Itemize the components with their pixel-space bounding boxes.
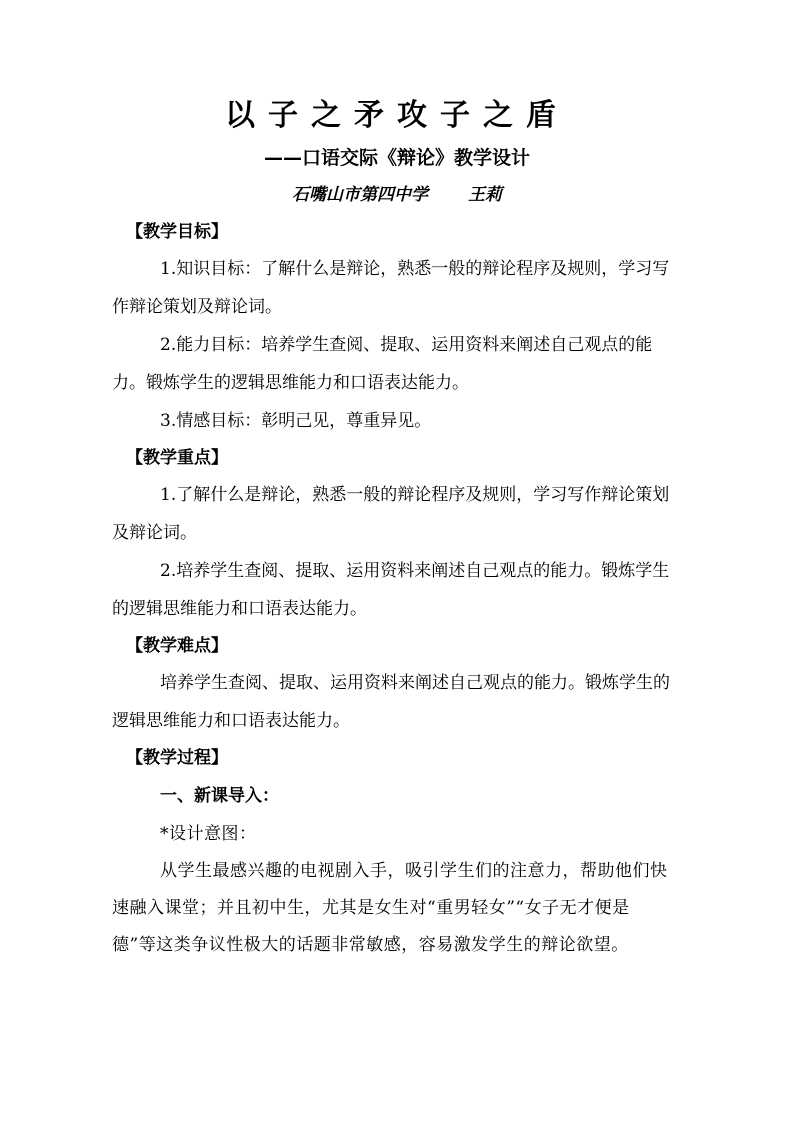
- difficulty-point: 培养学生查阅、提取、运用资料来阐述自己观点的能力。锻炼学生的逻辑思维能力和口语表达能力。: [112, 673, 670, 731]
- author-line: [0, 182, 794, 208]
- section-heading-process: 【教学过程】: [126, 748, 228, 768]
- document-body: [112, 214, 672, 964]
- key-point-2: 2.培养学生查阅、提取、运用资料来阐述自己观点的能力。锻炼学生的逻辑思维能力和口语表达能力。: [112, 561, 670, 619]
- goal-ability: 2.能力目标：培养学生查阅、提取、运用资料来阐述自己观点的能力。锻炼学生的逻辑思维能力和口语表达能力。: [112, 335, 653, 393]
- author-name: 王莉: [468, 185, 502, 205]
- key-point-1: 1.了解什么是辩论，熟悉一般的辩论程序及规则，学习写作辩论策划及辩论词。: [112, 485, 670, 543]
- section-heading-difficulty: 【教学难点】: [126, 636, 228, 656]
- document-subtitle: ——口语交际《辩论》教学设计: [263, 147, 530, 169]
- process-step-1: 一、新课导入：: [160, 786, 279, 806]
- section-heading-goals: 【教学目标】: [126, 222, 228, 242]
- school-name: 石嘴山市第四中学: [292, 185, 428, 205]
- section-heading-key: 【教学重点】: [126, 448, 228, 468]
- document-title: 以子之矛攻子之盾: [225, 98, 569, 133]
- design-intent-text: 从学生最感兴趣的电视剧入手，吸引学生们的注意力，帮助他们快速融入课堂；并且初中生，尤其是女生对“重男轻女”“女子无才便是德”等这类争议性极大的话题非常敏感，容易激发学生的辩论欲望。: [112, 861, 668, 955]
- design-intent-label: *设计意图：: [160, 824, 257, 844]
- goal-emotion: 3.情感目标：彰明己见，尊重异见。: [160, 411, 432, 431]
- goal-knowledge: 1.知识目标：了解什么是辩论，熟悉一般的辩论程序及规则，学习写作辩论策划及辩论词。: [112, 259, 670, 317]
